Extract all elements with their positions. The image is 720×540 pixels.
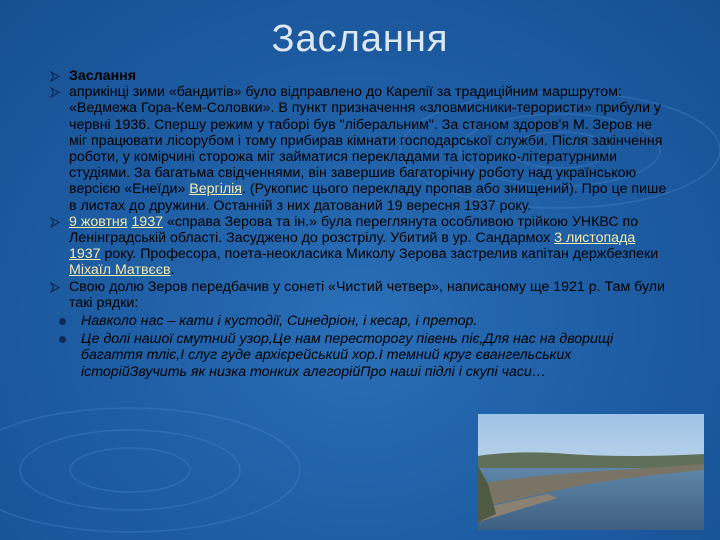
sub-bullet-verse-2 bbox=[50, 331, 670, 380]
link-year-1937[interactable]: 1937 bbox=[131, 213, 163, 230]
arrow-bullet-icon bbox=[50, 282, 60, 293]
bullet-sentence-text-2: року. Професора, поета-неокласика Миколу Зерова застрелив капітан держбезпеки bbox=[104, 246, 659, 263]
round-bullet-icon bbox=[59, 336, 66, 343]
slide-body bbox=[50, 68, 670, 380]
bullet-exile-text: априкінці зими «бандитів» було відправлено до Карелії за традиційним маршрутом: «Ведмежа Гора-Кем-Соловки». В пункт призначення «зловмисники-терористи» прибули у червні 1936. Спершу режим у таборі був "ліберальним". За станом здоров'я М. Зеров не міг працювати лісорубом і тому прибирав кімнати господарської служби. Після закінчення роботи, у комірчині сторожа міг займатися перекладами та історико-літературними студіями. За багатьма свідченнями, він завершив багаторічну роботу над українською версією «Енеїди» bbox=[69, 84, 663, 198]
bullet-sentence-text: «справа Зерова та ін.» була переглянута особливою трійкою УНКВС по Ленінградській області. Засуджено до розстрілу. Убитий в ур. Сандармох bbox=[69, 213, 639, 247]
slide-title: Заслання bbox=[271, 18, 449, 60]
arrow-bullet-icon bbox=[50, 87, 60, 98]
verse-1-text: Навколо нас – кати і кустодії, Синедріон, і кесар, і претор. bbox=[81, 313, 478, 330]
arrow-bullet-icon bbox=[50, 217, 60, 228]
landscape-photo bbox=[478, 414, 704, 530]
round-bullet-icon bbox=[59, 318, 66, 325]
bullet-exile bbox=[50, 84, 670, 214]
bullet-exile-text-after: . (Рукопис цього перекладу пропав або знищений). Про це пише в листах до дружини. Останній з них датований 19 вересня 1937 року. bbox=[69, 181, 667, 214]
link-date-nov3[interactable]: 3 листопада bbox=[554, 230, 636, 247]
link-matveev[interactable]: Міхаїл Матвєєв bbox=[69, 262, 171, 279]
link-year-1937-b[interactable]: 1937 bbox=[69, 246, 101, 263]
bullet-sonnet-text: Свою долю Зеров передбачив у сонеті «Чистий четвер», написаному ще 1921 р. Там були такі рядки: bbox=[69, 278, 665, 311]
bullet-sonnet bbox=[50, 279, 670, 311]
bullet-sentence-end: . bbox=[170, 262, 175, 279]
bullet-sentence bbox=[50, 214, 670, 279]
verse-2-text: Це долі нашої смутний узор,Це нам пересторогу півень піє,Для нас на дворищі багаття тліє,І слуг гуде архієрейський хор.І темний круг євангельських історійЗвучить як низка тонких алегорійПро наші підлі і скупі часи… bbox=[81, 331, 614, 380]
bullet-heading bbox=[50, 68, 670, 84]
arrow-bullet-icon bbox=[50, 71, 60, 82]
sub-bullet-verse-1 bbox=[50, 313, 670, 329]
link-date-oct9[interactable]: 9 жовтня bbox=[69, 213, 128, 230]
link-virgil[interactable]: Вергілія bbox=[189, 181, 242, 198]
bullet-heading-text: Заслання bbox=[69, 68, 136, 84]
